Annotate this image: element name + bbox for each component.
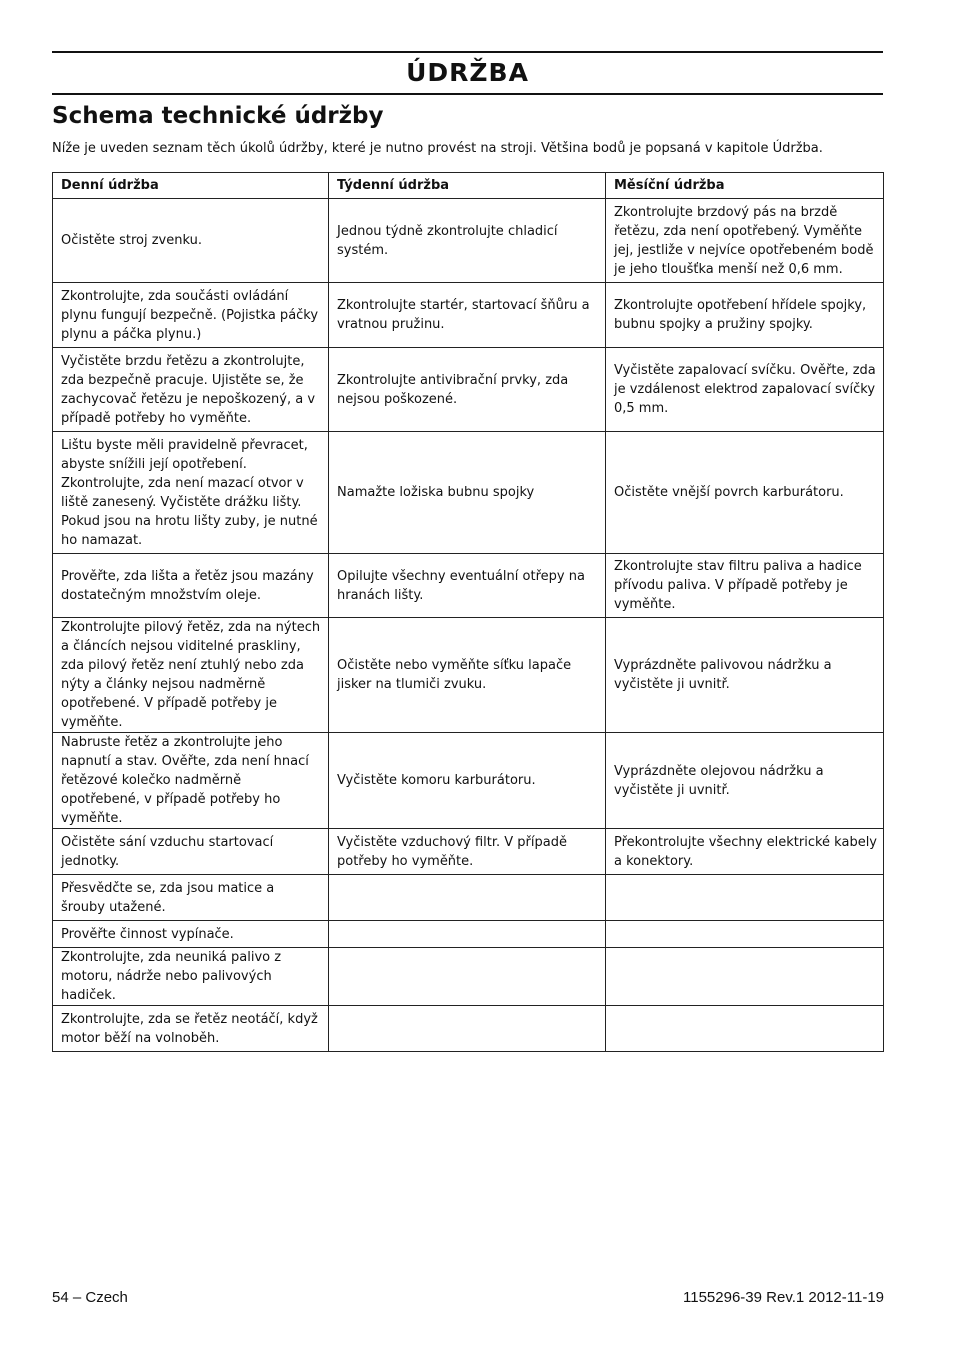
daily-cell: Zkontrolujte pilový řetěz, zda na nýtech a článcích nejsou viditelné praskliny, zda pilový řetěz není ztuhlý nebo zda nýty a články nejsou nadměrně opotřebené. V případě potřeby je vyměňte.: [53, 618, 329, 733]
monthly-cell: Vyprázdněte palivovou nádržku a vyčistěte ji uvnitř.: [606, 618, 884, 733]
table-row: [53, 921, 884, 948]
table-row: [53, 283, 884, 348]
table-row: [53, 618, 884, 733]
table-row: [53, 875, 884, 921]
weekly-cell: [329, 948, 606, 1006]
table-row: [53, 199, 884, 283]
weekly-cell: Zkontrolujte startér, startovací šňůru a vratnou pružinu.: [329, 283, 606, 348]
weekly-cell: [329, 921, 606, 948]
daily-cell: Nabruste řetěz a zkontrolujte jeho napnutí a stav. Ověřte, zda není hnací řetězové kolečko nadměrně opotřebené, v případě potřeby ho vyměňte.: [53, 733, 329, 829]
monthly-cell: Zkontrolujte stav filtru paliva a hadice přívodu paliva. V případě potřeby je vyměňte.: [606, 554, 884, 618]
column-header-daily: Denní údržba: [53, 173, 329, 199]
section-title: ÚDRŽBA: [406, 58, 529, 87]
intro-text: Níže je uveden seznam těch úkolů údržby, které je nutno provést na stroji. Většina bodů je popsaná v kapitole Údržba.: [52, 141, 823, 156]
monthly-cell: [606, 948, 884, 1006]
weekly-cell: Vyčistěte vzduchový filtr. V případě potřeby ho vyměňte.: [329, 829, 606, 875]
weekly-cell: Očistěte nebo vyměňte síťku lapače jisker na tlumiči zvuku.: [329, 618, 606, 733]
top-rule: [52, 51, 883, 53]
table-header-row: [53, 173, 884, 199]
monthly-cell: Zkontrolujte brzdový pás na brzdě řetězu, zda není opotřebený. Vyměňte jej, jestliže v nejvíce opotřebeném bodě je jeho tloušťka menší než 0,6 mm.: [606, 199, 884, 283]
table-row: [53, 1006, 884, 1052]
table-row: [53, 948, 884, 1006]
weekly-cell: Jednou týdně zkontrolujte chladicí systém.: [329, 199, 606, 283]
table-row: [53, 348, 884, 432]
weekly-cell: Opilujte všechny eventuální otřepy na hranách lišty.: [329, 554, 606, 618]
daily-cell: Přesvědčte se, zda jsou matice a šrouby utažené.: [53, 875, 329, 921]
column-header-monthly: Měsíční údržba: [606, 173, 884, 199]
table-row: [53, 829, 884, 875]
monthly-cell: Očistěte vnější povrch karburátoru.: [606, 432, 884, 554]
table-row: [53, 554, 884, 618]
bottom-rule: [52, 93, 883, 95]
weekly-cell: [329, 1006, 606, 1052]
page-number: 54 – Czech: [52, 1289, 128, 1306]
weekly-cell: Zkontrolujte antivibrační prvky, zda nejsou poškozené.: [329, 348, 606, 432]
monthly-cell: Vyprázdněte olejovou nádržku a vyčistěte ji uvnitř.: [606, 733, 884, 829]
daily-cell: Očistěte stroj zvenku.: [53, 199, 329, 283]
monthly-cell: [606, 1006, 884, 1052]
monthly-cell: [606, 921, 884, 948]
monthly-cell: Vyčistěte zapalovací svíčku. Ověřte, zda je vzdálenost elektrod zapalovací svíčky 0,5 mm.: [606, 348, 884, 432]
table-row: [53, 432, 884, 554]
daily-cell: Zkontrolujte, zda součásti ovládání plynu fungují bezpečně. (Pojistka páčky plynu a páčka plynu.): [53, 283, 329, 348]
weekly-cell: Vyčistěte komoru karburátoru.: [329, 733, 606, 829]
daily-cell: Lištu byste měli pravidelně převracet, abyste snížili její opotřebení. Zkontrolujte, zda není mazací otvor v liště zanesený. Vyčistěte drážku lišty. Pokud jsou na hrotu lišty zuby, je nutné ho namazat.: [53, 432, 329, 554]
weekly-cell: Namažte ložiska bubnu spojky: [329, 432, 606, 554]
daily-cell: Zkontrolujte, zda se řetěz neotáčí, když motor běží na volnoběh.: [53, 1006, 329, 1052]
maintenance-table: [52, 172, 884, 1052]
column-header-weekly: Týdenní údržba: [329, 173, 606, 199]
monthly-cell: [606, 875, 884, 921]
daily-cell: Zkontrolujte, zda neuniká palivo z motoru, nádrže nebo palivových hadiček.: [53, 948, 329, 1006]
daily-cell: Očistěte sání vzduchu startovací jednotky.: [53, 829, 329, 875]
page-heading: Schema technické údržby: [52, 103, 384, 129]
daily-cell: Prověřte, zda lišta a řetěz jsou mazány dostatečným množstvím oleje.: [53, 554, 329, 618]
document-revision: 1155296-39 Rev.1 2012-11-19: [683, 1289, 884, 1306]
daily-cell: Prověřte činnost vypínače.: [53, 921, 329, 948]
table-row: [53, 733, 884, 829]
monthly-cell: Překontrolujte všechny elektrické kabely a konektory.: [606, 829, 884, 875]
monthly-cell: Zkontrolujte opotřebení hřídele spojky, bubnu spojky a pružiny spojky.: [606, 283, 884, 348]
daily-cell: Vyčistěte brzdu řetězu a zkontrolujte, zda bezpečně pracuje. Ujistěte se, že zachycovač řetězu je nepoškozený, a v případě potřeby ho vyměňte.: [53, 348, 329, 432]
weekly-cell: [329, 875, 606, 921]
